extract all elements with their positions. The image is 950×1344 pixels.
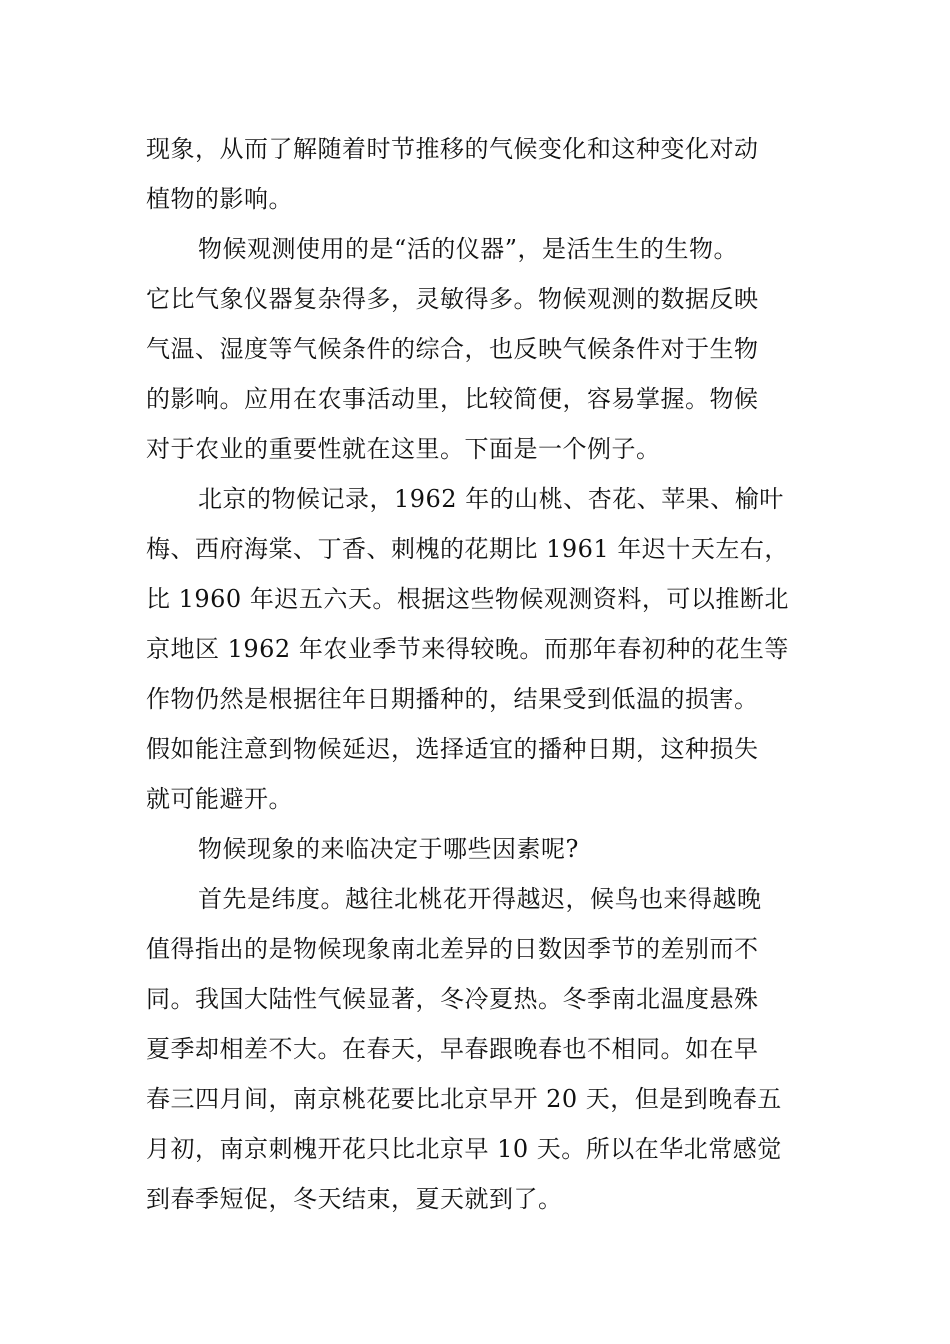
text-line: 现象，从而了解随着时节推移的气候变化和这种变化对动 (146, 135, 759, 163)
text-line: 同。我国大陆性气候显著，冬冷夏热。冬季南北温度悬殊 (146, 985, 759, 1013)
text-line: 物候观测使用的是“活的仪器”，是活生生的生物。 (198, 235, 739, 263)
text-line: 物候现象的来临决定于哪些因素呢? (198, 835, 579, 863)
text-line: 它比气象仪器复杂得多，灵敏得多。物候观测的数据反映 (146, 285, 759, 313)
text-line: 作物仍然是根据往年日期播种的，结果受到低温的损害。 (146, 685, 759, 713)
text-line: 植物的影响。 (146, 185, 293, 213)
text-line: 值得指出的是物候现象南北差异的日数因季节的差别而不 (146, 935, 759, 963)
text-line: 比 1960 年迟五六天。根据这些物候观测资料，可以推断北 (146, 585, 789, 613)
text-line: 对于农业的重要性就在这里。下面是一个例子。 (146, 435, 661, 463)
text-line: 就可能避开。 (146, 785, 293, 813)
text-line: 夏季却相差不大。在春天，早春跟晚春也不相同。如在早 (146, 1035, 759, 1063)
body-text (146, 124, 806, 1224)
text-line: 气温、湿度等气候条件的综合，也反映气候条件对于生物 (146, 335, 759, 363)
text-line: 假如能注意到物候延迟，选择适宜的播种日期，这种损失 (146, 735, 759, 763)
text-line: 梅、西府海棠、丁香、刺槐的花期比 1961 年迟十天左右， (146, 535, 789, 563)
text-line: 首先是纬度。越往北桃花开得越迟，候鸟也来得越晚 (198, 885, 762, 913)
text-line: 到春季短促，冬天结束，夏天就到了。 (146, 1185, 563, 1213)
text-line: 的影响。应用在农事活动里，比较简便，容易掌握。物候 (146, 385, 759, 413)
text-line: 北京的物候记录，1962 年的山桃、杏花、苹果、榆叶 (198, 485, 784, 513)
text-line: 月初，南京刺槐开花只比北京早 10 天。所以在华北常感觉 (146, 1135, 782, 1163)
text-line: 京地区 1962 年农业季节来得较晚。而那年春初种的花生等 (146, 635, 789, 663)
text-line: 春三四月间，南京桃花要比北京早开 20 天，但是到晚春五 (146, 1085, 782, 1113)
